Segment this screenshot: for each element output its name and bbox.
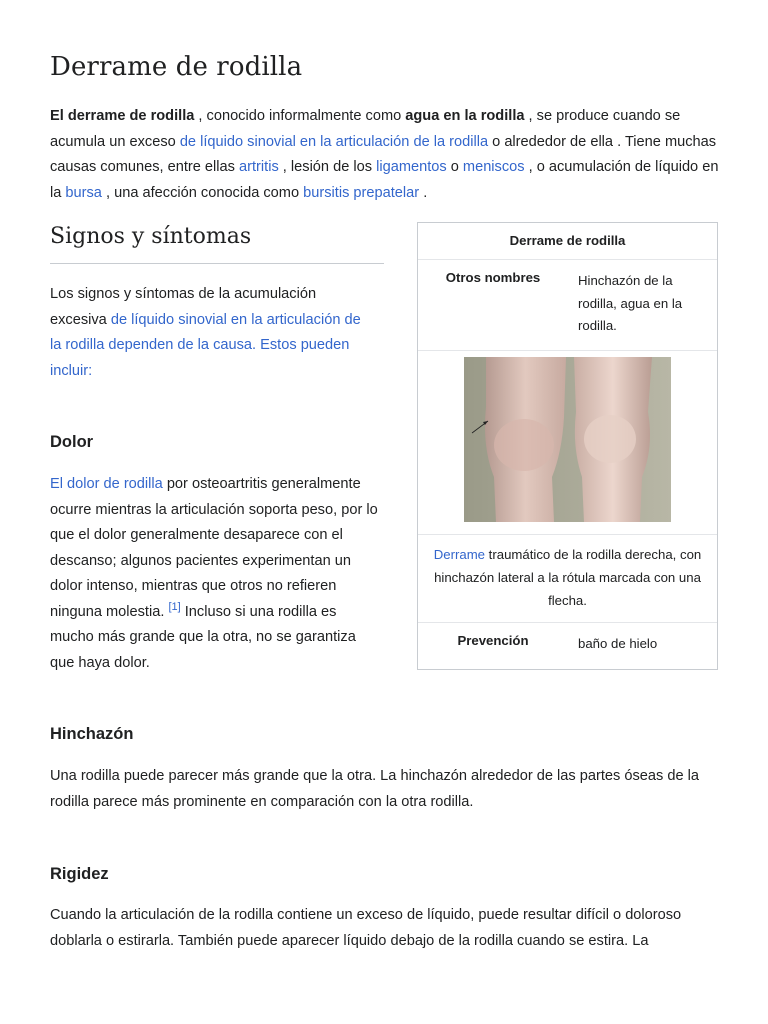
intro-paragraph [50,104,720,207]
intro-text: , conocido informalmente como [194,108,406,124]
link-dolor-de-rodilla[interactable]: El dolor de rodilla [50,476,163,492]
infobox-value: baño de hielo [578,636,658,652]
link-bursa[interactable]: bursa [65,185,102,202]
knee-photo[interactable] [464,357,671,522]
infobox-row-prevencion [418,623,717,669]
signos-paragraph [50,282,362,384]
infobox-label: Otros nombres [445,270,541,285]
subheading-rigidez: Rigidez [50,865,109,883]
infobox-title: Derrame de rodilla [418,223,717,260]
dolor-paragraph [50,472,380,676]
intro-bold-alias: agua en la rodilla [405,108,525,124]
dolor-text: por osteoartritis generalmente ocurre mientras la articulación soporta peso, por lo que el dolor generalmente desaparece con el descanso; algunos pacientes experimentan un dolor intenso, mientras que otros no refieren ninguna molestia. [50,476,378,620]
link-ligamentos[interactable]: ligamentos [376,159,447,176]
link-bursitis-prepatelar[interactable]: bursitis prepatelar [303,185,420,202]
caption-text: traumático de la rodilla derecha, con hinchazón lateral a la rótula marcada con una flecha. [434,546,702,609]
rigidez-paragraph: Cuando la articulación de la rodilla contiene un exceso de líquido, puede resultar difícil o doloroso doblarla o estirarla. También puede aparecer líquido debajo de la rodilla cuando se estira. La [50,907,682,949]
intro-text: . [419,185,428,202]
link-derrame[interactable]: Derrame [433,546,486,562]
link-liquido-sinovial-signos[interactable]: de líquido sinovial en la articulación de la rodilla dependen de la causa. Estos pueden incluir: [50,311,361,379]
section-heading-signos: Signos y síntomas [50,224,384,264]
page-title: Derrame de rodilla [50,52,303,82]
intro-text: o alrededor de ella . Tiene muchas causas comunes, entre ellas [50,133,717,176]
infobox-value: Hinchazón de la rodilla, agua en la rodilla. [578,273,683,333]
reference-1[interactable]: [1] [168,600,181,613]
intro-text: o [446,159,463,176]
link-meniscos[interactable]: meniscos [462,159,525,176]
intro-text: , o acumulación de líquido en la [50,159,719,202]
infobox-image-cell [418,351,717,535]
link-liquido-sinovial[interactable]: de líquido sinovial en la articulación de la rodilla [179,133,489,150]
infobox-label: Prevención [457,633,529,649]
signos-text: Los signos y síntomas de la acumulación excesiva [50,286,317,328]
subheading-dolor: Dolor [50,433,94,451]
link-artritis[interactable]: artritis [239,159,279,176]
intro-text: , se produce cuando se acumula un exceso [50,108,681,150]
intro-bold-term: El derrame de rodilla [50,108,195,124]
subheading-hinchazon: Hinchazón [50,725,134,743]
infobox-row-otros-nombres [418,260,717,351]
infobox-caption [418,535,717,624]
intro-text: , lesión de los [278,159,377,176]
dolor-text: Incluso si una rodilla es mucho más grande que la otra, no se garantiza que haya dolor. [50,603,356,671]
hinchazon-paragraph: Una rodilla puede parecer más grande que la otra. La hinchazón alrededor de las partes óseas de la rodilla parece más prominente en comparación con la otra rodilla. [50,768,700,810]
intro-text: , una afección conocida como [101,185,304,202]
infobox [417,222,718,670]
